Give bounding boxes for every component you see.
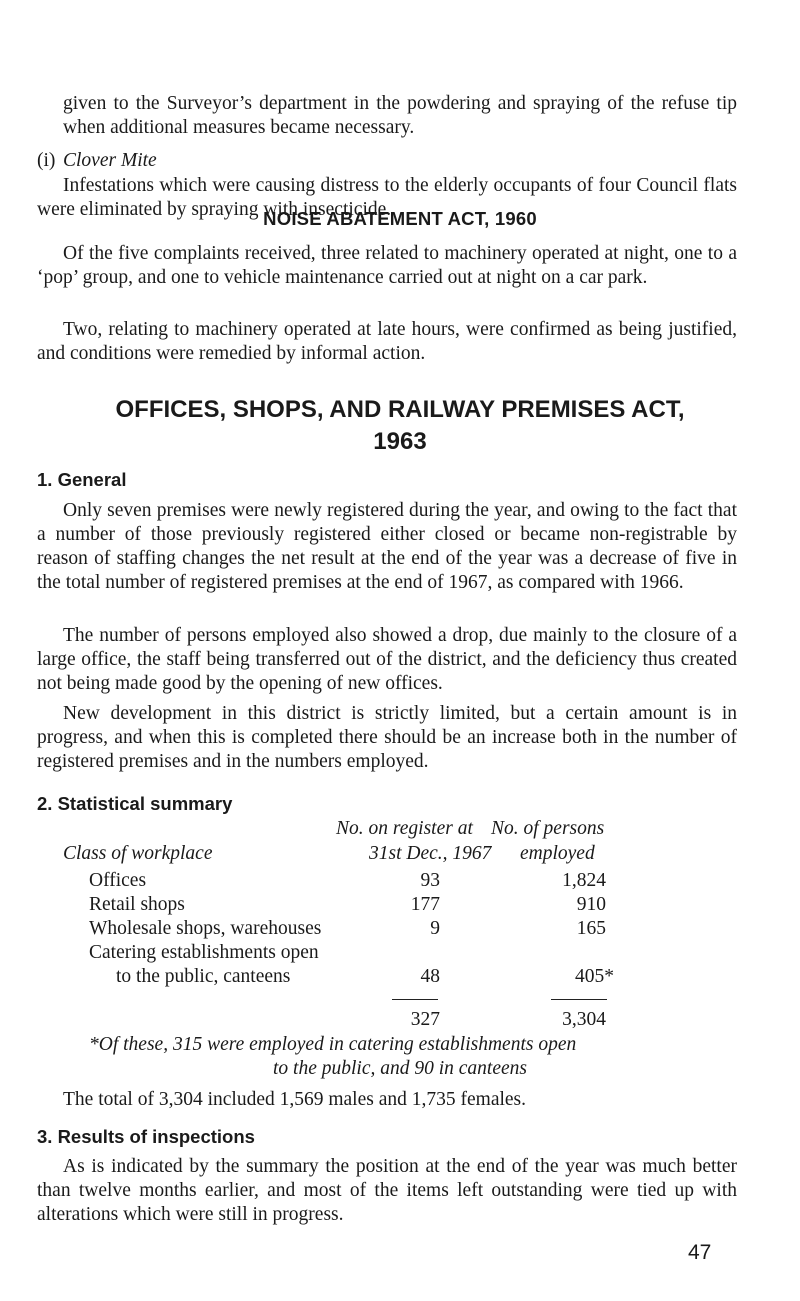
- clover-mite-title: Clover Mite: [63, 150, 157, 171]
- row-persons: 910: [576, 894, 606, 915]
- general-paragraph-1: Only seven premises were newly registered during the year, and owing to the fact that a number of those previously registered either closed or became non-registrable by reason of staffing changes the net result at the end of the year was a decrease of five in the total number of registered premises at the end of 1967, as compared with 1966.: [37, 500, 737, 593]
- row-register: 177: [410, 894, 440, 915]
- statistical-heading: 2. Statistical summary: [37, 793, 233, 814]
- table-footnote-line2: to the public, and 90 in canteens: [273, 1058, 527, 1079]
- general-heading: 1. General: [37, 469, 127, 490]
- results-paragraph: As is indicated by the summary the position at the end of the year was much better than twelve months earlier, and most of the items left outstanding were tied up with alterations which were still in progress.: [37, 1156, 737, 1225]
- page-number: 47: [688, 1241, 712, 1264]
- total-rule-persons: [551, 999, 607, 1000]
- clover-mite-number: (i): [37, 150, 56, 171]
- total-register: 327: [410, 1009, 440, 1030]
- table-footnote-line1: *Of these, 315 were employed in catering establishments open: [89, 1034, 577, 1055]
- row-persons: 405*: [575, 966, 614, 987]
- total-persons: 3,304: [562, 1009, 606, 1030]
- col-header-register-2: 31st Dec., 1967: [369, 843, 492, 864]
- noise-paragraph-2: Two, relating to machinery operated at late hours, were confirmed as being justified, and conditions were remedied by informal action.: [37, 319, 737, 364]
- row-label: Catering establishments open: [89, 942, 319, 963]
- row-persons: 165: [576, 918, 606, 939]
- row-register: 9: [430, 918, 440, 939]
- general-paragraph-2: The number of persons employed also showed a drop, due mainly to the closure of a large office, the staff being transferred out of the district, and the deficiency thus created not being made good by the opening of new offices.: [37, 625, 737, 694]
- col-header-class: Class of workplace: [63, 843, 213, 864]
- col-header-persons-2: employed: [520, 843, 595, 864]
- results-heading: 3. Results of inspections: [37, 1126, 255, 1147]
- offices-act-heading-line2: 1963: [373, 428, 427, 455]
- col-header-persons-1: No. of persons: [491, 818, 605, 839]
- offices-act-heading-line1: OFFICES, SHOPS, AND RAILWAY PREMISES ACT,: [115, 396, 685, 423]
- row-persons: 1,824: [562, 870, 606, 891]
- intro-paragraph: given to the Surveyor’s department in the powdering and spraying of the refuse tip when additional measures became necessary.: [63, 93, 737, 138]
- row-register: 93: [420, 870, 440, 891]
- gender-note: The total of 3,304 included 1,569 males and 1,735 females.: [63, 1089, 527, 1110]
- noise-heading: NOISE ABATEMENT ACT, 1960: [263, 208, 537, 229]
- row-label: Wholesale shops, warehouses: [89, 918, 322, 939]
- col-header-register-1: No. on register at: [336, 818, 473, 839]
- row-label: Retail shops: [89, 894, 185, 915]
- noise-paragraph-1: Of the five complaints received, three related to machinery operated at night, one to a ‘pop’ group, and one to vehicle maintenance carried out at night on a car park.: [37, 243, 737, 288]
- row-register: 48: [420, 966, 440, 987]
- clover-mite-text: Infestations which were causing distress to the elderly occupants of four Council flats were eliminated by spraying with insecticide.: [37, 175, 737, 220]
- general-paragraph-3: New development in this district is strictly limited, but a certain amount is in progress, and when this is completed there should be an increase both in the number of registered premises and in the numbers employed.: [37, 703, 737, 772]
- total-rule-register: [392, 999, 438, 1000]
- row-label: Offices: [89, 870, 147, 891]
- row-label-continued: to the public, canteens: [116, 966, 291, 987]
